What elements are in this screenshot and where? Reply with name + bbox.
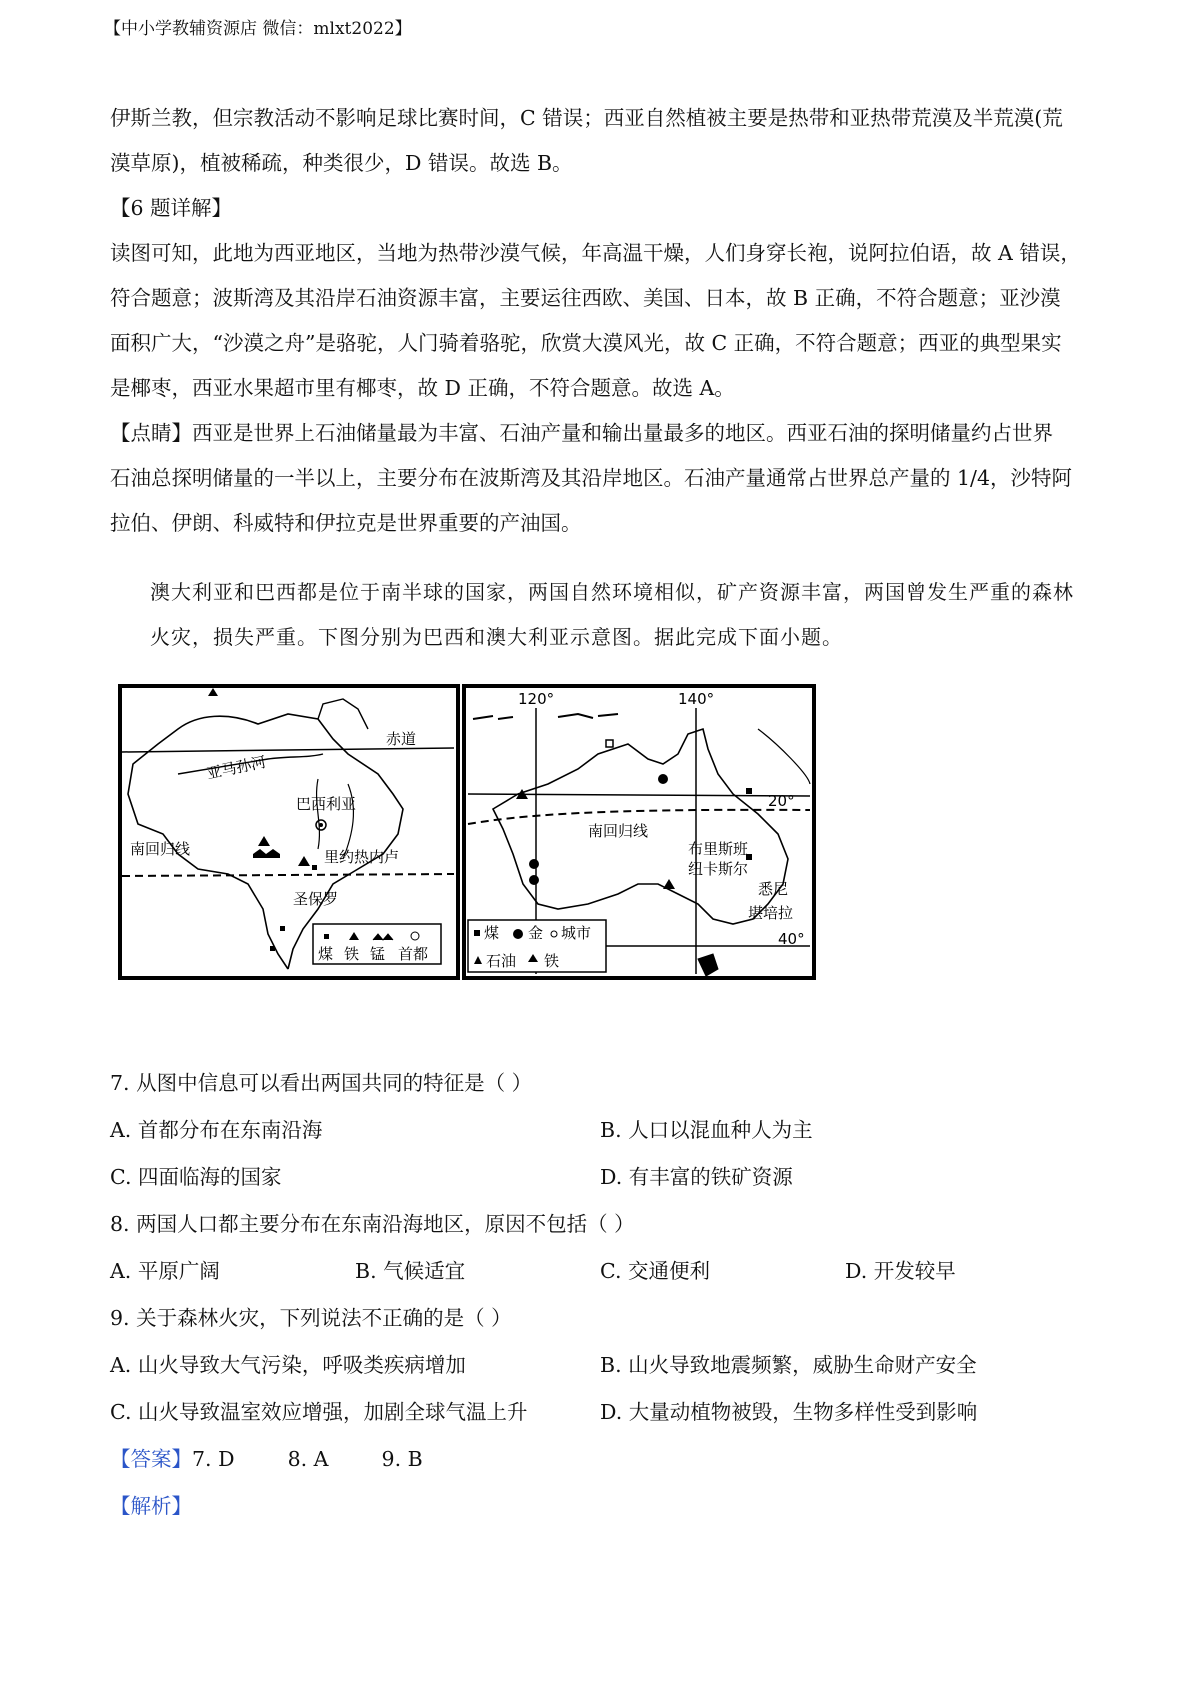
gold-symbol — [658, 774, 668, 784]
text-line: 【点睛】西亚是世界上石油储量最为丰富、石油产量和输出量最多的地区。西亚石油的探明储量约占世界 — [110, 421, 1053, 445]
tropic-label: 南回归线 — [130, 840, 191, 858]
q9-option-d: D. 大量动植物被毁，生物多样性受到影响 — [600, 1400, 978, 1424]
coal-symbol — [280, 926, 285, 931]
paragraph-q5-detail — [110, 96, 1100, 186]
text-line: 面积广大，“沙漠之舟”是骆驼，人门骑着骆驼，欣赏大漠风光，故 C 正确，不符合题意；西亚的典型果实 — [110, 331, 1062, 355]
q8-option-a: A. 平原广阔 — [110, 1259, 220, 1283]
text-line: 漠草原)，植被稀疏，种类很少，D 错误。故选 B。 — [110, 151, 573, 175]
answer-8: 8. A — [287, 1447, 329, 1471]
q7-option-b: B. 人口以混血种人为主 — [600, 1118, 813, 1142]
lon-140-label: 140° — [678, 690, 715, 708]
q9-option-a: A. 山火导致大气污染，呼吸类疾病增加 — [110, 1353, 466, 1377]
amazon-river-label: 亚马孙河 — [205, 752, 268, 783]
gold-symbol — [529, 859, 539, 869]
analysis-tag: 【解析】 — [110, 1494, 192, 1518]
reading-passage — [110, 570, 1100, 660]
lat-20-label: 20° — [768, 792, 795, 810]
source-header: 【中小学教辅资源店 微信：mlxt2022】 — [104, 19, 412, 39]
q7-option-a: A. 首都分布在东南沿海 — [110, 1118, 323, 1142]
text-line: 火灾，损失严重。下图分别为巴西和澳大利亚示意图。据此完成下面小题。 — [150, 625, 843, 649]
text-line: 拉伯、伊朗、科威特和伊拉克是世界重要的产油国。 — [110, 511, 582, 535]
q6-detail-heading: 【6 题详解】 — [110, 196, 233, 220]
tropic-label: 南回归线 — [588, 822, 649, 840]
canberra-label: 堪培拉 — [748, 904, 794, 922]
brazil-australia-maps — [118, 684, 818, 980]
q9-option-b: B. 山火导致地震频繁，威胁生命财产安全 — [600, 1353, 977, 1377]
legend-city: 城市 — [561, 924, 592, 942]
equator-label: 赤道 — [386, 730, 417, 748]
answer-9: 9. B — [381, 1447, 423, 1471]
text-line: 是椰枣，西亚水果超市里有椰枣，故 D 正确，不符合题意。故选 A。 — [110, 376, 735, 400]
lon-120-label: 120° — [518, 690, 555, 708]
answer-7: 7. D — [192, 1447, 235, 1471]
australia-map — [464, 686, 814, 978]
brazil-map — [120, 686, 458, 978]
legend-oil: 石油 — [486, 952, 517, 970]
gold-symbol — [529, 875, 539, 885]
text-line: 石油总探明储量的一半以上，主要分布在波斯湾及其沿岸地区。石油产量通常占世界总产量的 1/4，沙特阿 — [110, 466, 1073, 490]
question-7: 7. 从图中信息可以看出两国共同的特征是（ ） — [110, 1071, 533, 1095]
legend-iron: 铁 — [544, 952, 560, 970]
question-8: 8. 两国人口都主要分布在东南沿海地区，原因不包括（ ） — [110, 1212, 635, 1236]
text-line: 伊斯兰教，但宗教活动不影响足球比赛时间，C 错误；西亚自然植被主要是热带和亚热带荒漠及半荒漠(荒 — [110, 106, 1063, 130]
sydney-label: 悉尼 — [758, 880, 789, 898]
answer-tag: 【答案】 — [110, 1447, 192, 1471]
legend-manganese: 锰 — [370, 945, 386, 963]
text-line: 符合题意；波斯湾及其沿岸石油资源丰富，主要运往西欧、美国、日本，故 B 正确，不符合题意；亚沙漠 — [110, 286, 1061, 310]
q7-option-c: C. 四面临海的国家 — [110, 1165, 282, 1189]
lat-40-label: 40° — [778, 930, 805, 948]
brasilia-label: 巴西利亚 — [296, 795, 357, 813]
answer-line — [110, 1444, 423, 1474]
sao-paulo-label: 圣保罗 — [293, 890, 339, 908]
coal-symbol — [270, 946, 275, 951]
newcastle-label: 纽卡斯尔 — [688, 860, 749, 878]
legend-coal: 煤 — [484, 924, 500, 942]
legend-gold: 金 — [528, 924, 544, 942]
q8-option-c: C. 交通便利 — [600, 1259, 710, 1283]
q7-option-d: D. 有丰富的铁矿资源 — [600, 1165, 793, 1189]
legend-coal: 煤 — [318, 945, 334, 963]
question-9: 9. 关于森林火灾，下列说法不正确的是（ ） — [110, 1306, 512, 1330]
text-line: 澳大利亚和巴西都是位于南半球的国家，两国自然环境相似，矿产资源丰富，两国曾发生严重的森林 — [150, 580, 1074, 604]
paragraph-q6-detail — [110, 231, 1100, 411]
brisbane-label: 布里斯班 — [688, 840, 749, 858]
coal-symbol — [312, 865, 317, 870]
q8-option-d: D. 开发较早 — [845, 1259, 956, 1283]
text-line: 读图可知，此地为西亚地区，当地为热带沙漠气候，年高温干燥，人们身穿长袍，说阿拉伯语，故 A 错误， — [110, 241, 1081, 265]
paragraph-key-point — [110, 411, 1100, 546]
q8-option-b: B. 气候适宜 — [355, 1259, 466, 1283]
legend-iron: 铁 — [344, 945, 360, 963]
coal-symbol — [746, 788, 752, 794]
q9-option-c: C. 山火导致温室效应增强，加剧全球气温上升 — [110, 1400, 528, 1424]
legend-capital: 首都 — [398, 945, 429, 963]
rio-label: 里约热内卢 — [324, 848, 400, 866]
